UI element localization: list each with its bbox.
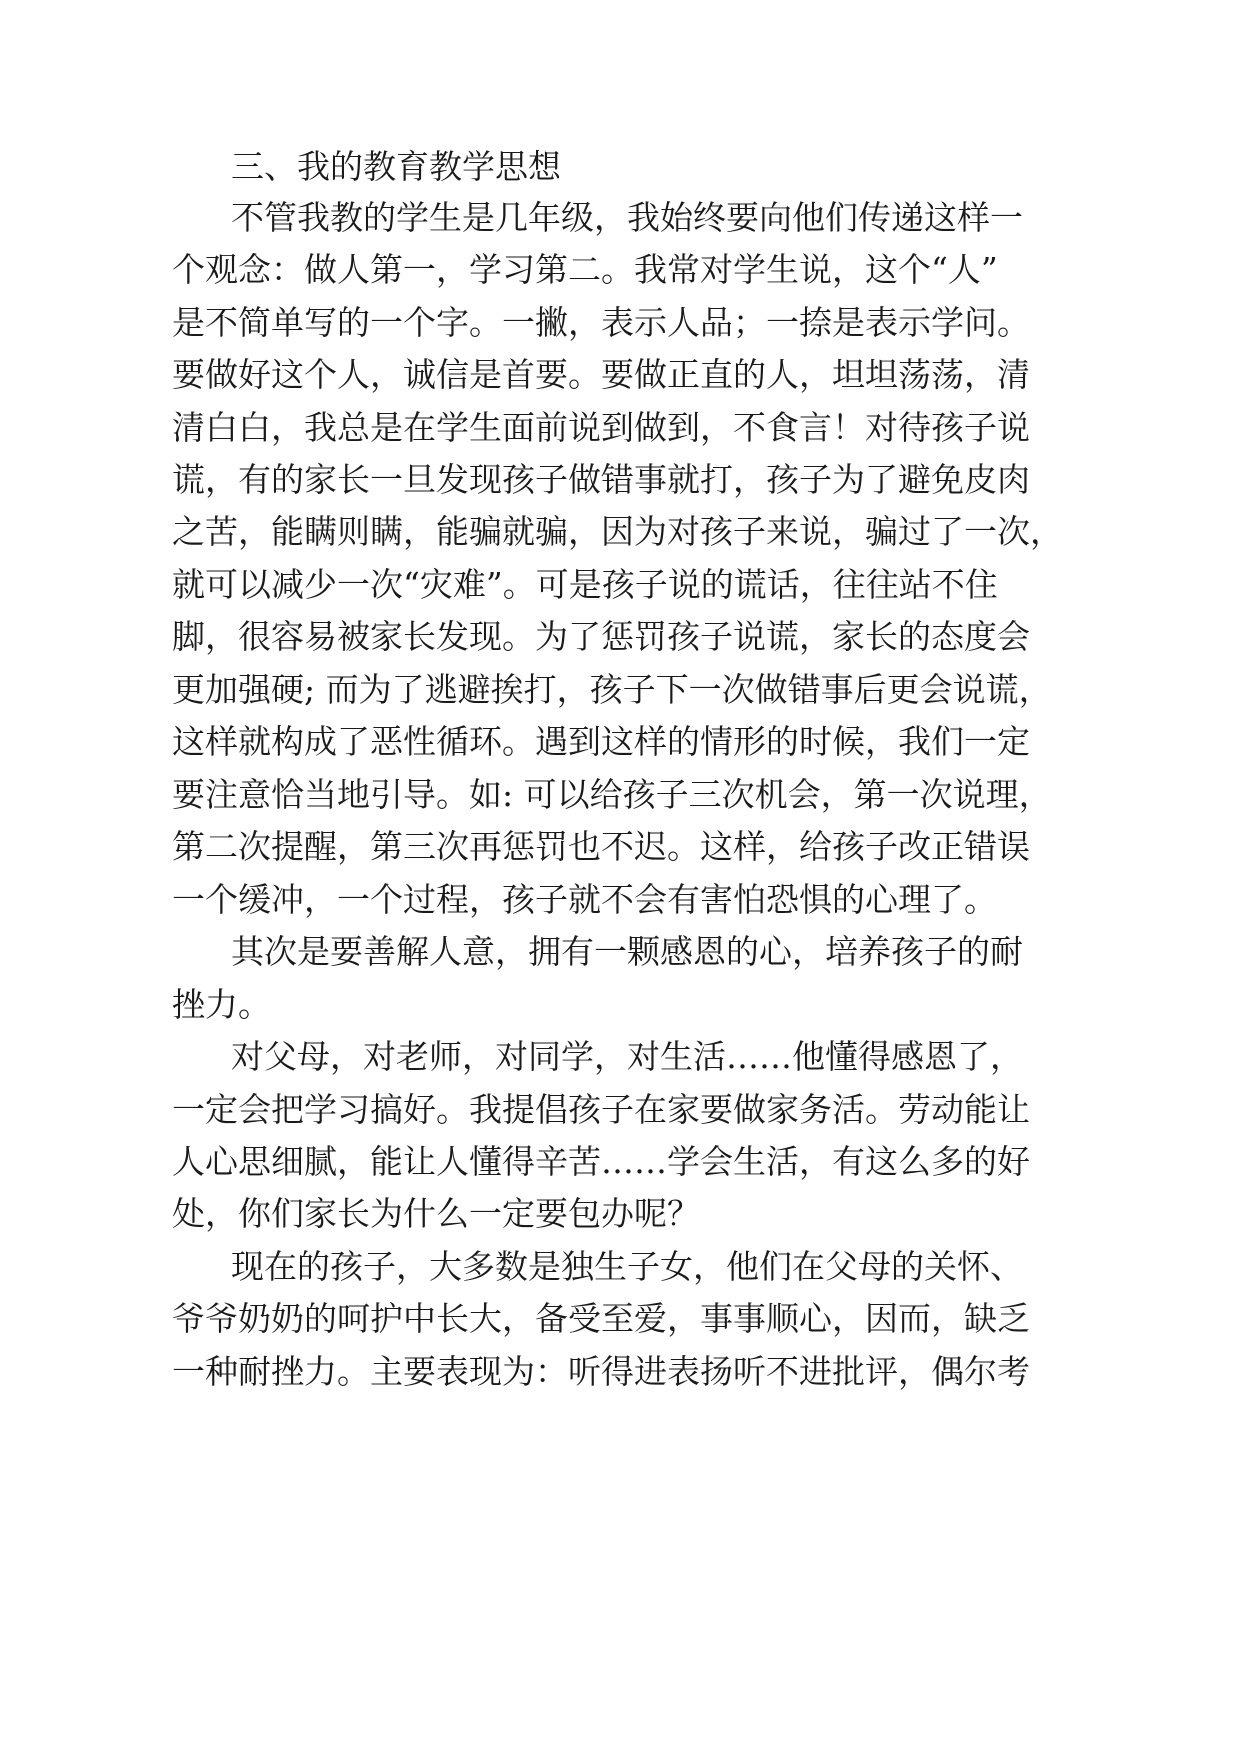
paragraph-line: 现在的孩子，大多数是独生子女，他们在父母的关怀、 [231,1247,1023,1286]
paragraph-line: 脚，很容易被家长发现。为了惩罚孩子说谎，家长的态度会 [172,617,1030,656]
paragraph-line: 谎，有的家长一旦发现孩子做错事就打，孩子为了避免皮肉 [172,460,1030,499]
paragraph-line: 更加强硬; 而为了逃避挨打，孩子下一次做错事后更会说谎， [172,670,1052,709]
paragraph-line: 清白白，我总是在学生面前说到做到，不食言！对待孩子说 [172,408,1030,447]
paragraph-line: 第二次提醒，第三次再惩罚也不迟。这样，给孩子改正错误 [172,827,1030,866]
paragraph-line: 要注意恰当地引导。如: 可以给孩子三次机会，第一次说理， [172,775,1052,814]
paragraph-line: 对父母，对老师，对同学，对生活……他懂得感恩了， [231,1037,1023,1076]
paragraph-line: 不管我教的学生是几年级，我始终要向他们传递这样一 [231,198,1023,237]
paragraph-line: 一定会把学习搞好。我提倡孩子在家要做家务活。劳动能让 [172,1090,1030,1129]
paragraph-line: 个观念：做人第一，学习第二。我常对学生说，这个“人” [172,250,998,289]
paragraph-line: 就可以减少一次“灾难”。可是孩子说的谎话，往往站不住 [172,565,998,604]
paragraph-line: 其次是要善解人意，拥有一颗感恩的心，培养孩子的耐 [231,932,1023,971]
paragraph-line: 是不简单写的一个字。一撇，表示人品；一捺是表示学问。 [172,303,1030,342]
paragraph-line: 一种耐挫力。主要表现为：听得进表扬听不进批评，偶尔考 [172,1352,1030,1391]
paragraph-line: 挫力。 [172,985,271,1024]
section-heading: 三、我的教育教学思想 [231,147,561,186]
paragraph-line: 这样就构成了恶性循环。遇到这样的情形的时候，我们一定 [172,722,1030,761]
paragraph-line: 之苦，能瞒则瞒，能骗就骗，因为对孩子来说，骗过了一次， [172,512,1063,551]
paragraph-line: 处，你们家长为什么一定要包办呢？ [172,1194,700,1233]
paragraph-line: 爷爷奶奶的呵护中长大，备受至爱，事事顺心，因而，缺乏 [172,1299,1030,1338]
paragraph-line: 人心思细腻，能让人懂得辛苦……学会生活，有这么多的好 [172,1142,1030,1181]
paragraph-line: 一个缓冲，一个过程，孩子就不会有害怕恐惧的心理了。 [172,880,997,919]
paragraph-line: 要做好这个人，诚信是首要。要做正直的人，坦坦荡荡，清 [172,355,1030,394]
